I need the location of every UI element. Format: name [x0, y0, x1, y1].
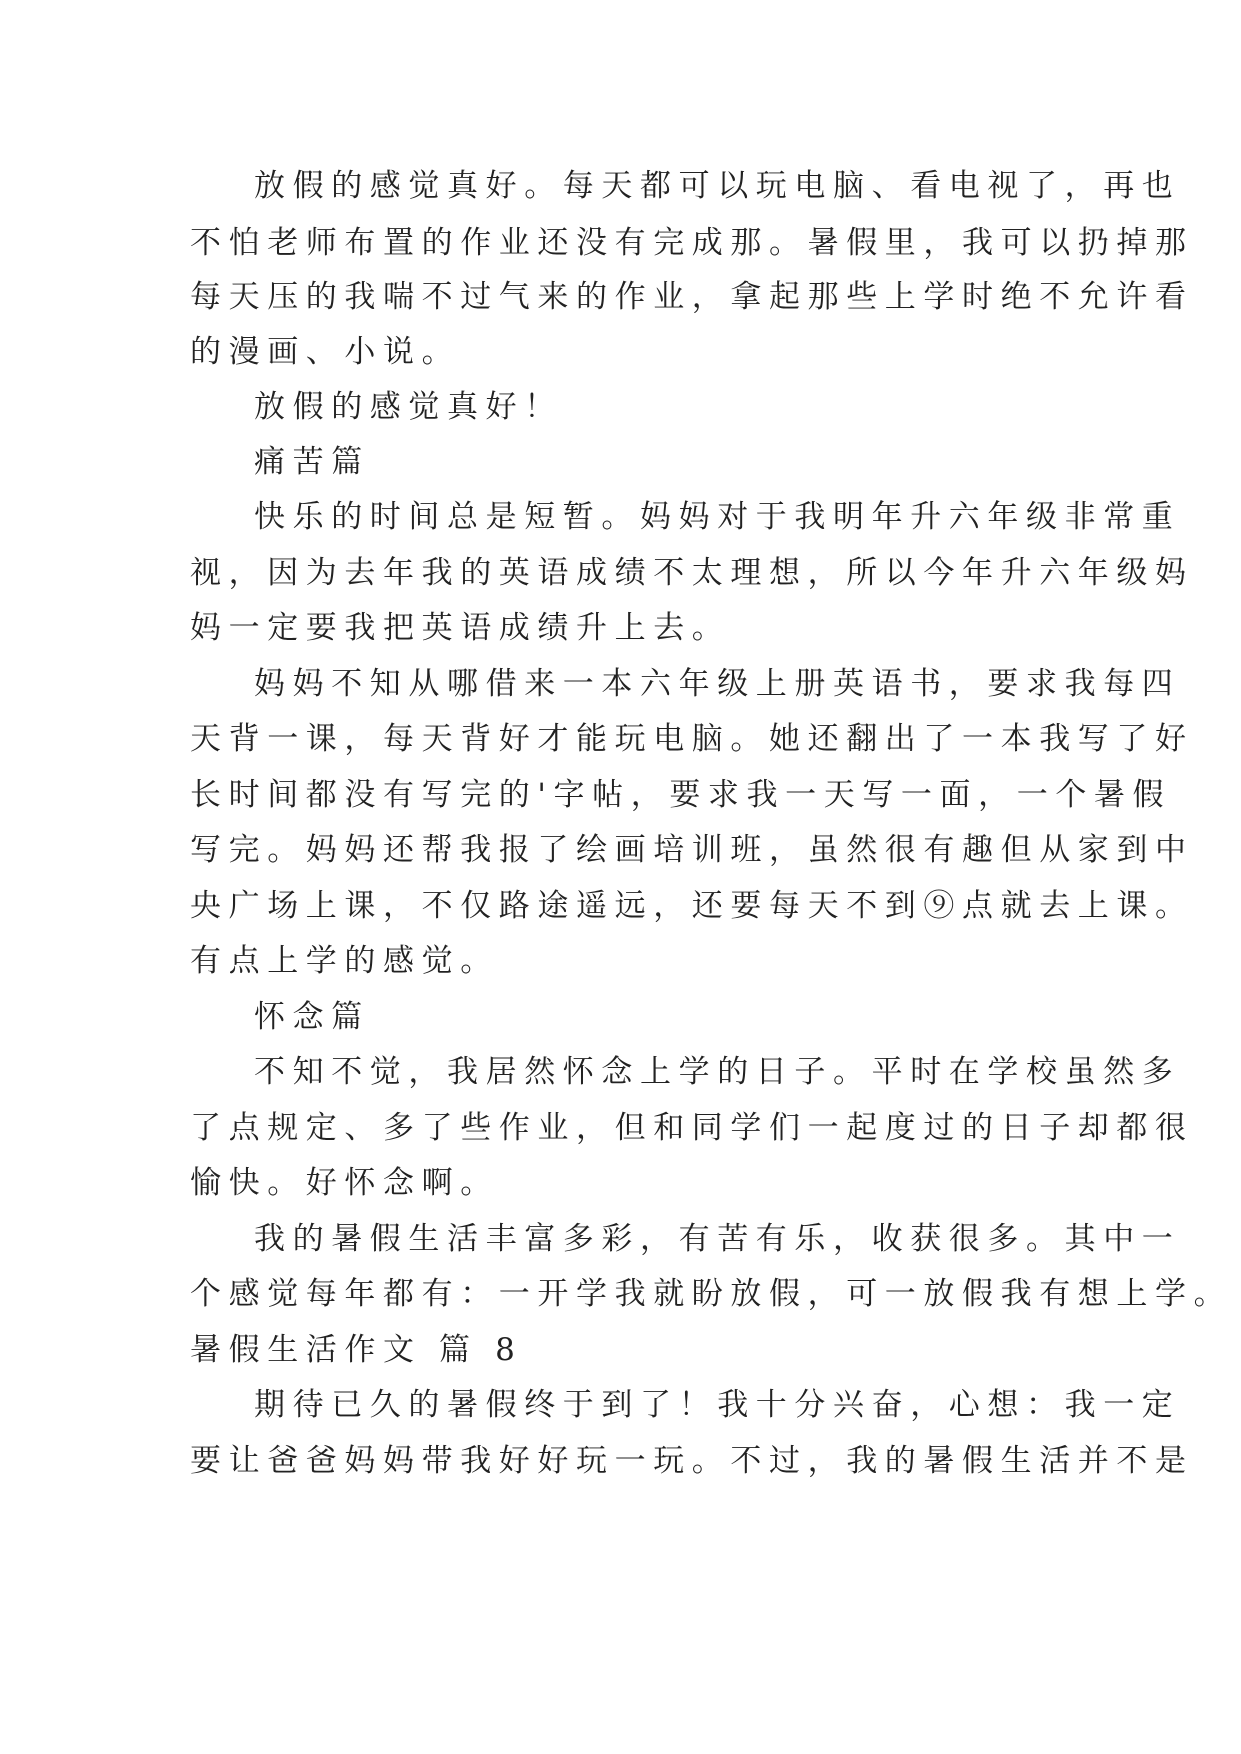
section-heading: 痛苦篇 — [254, 444, 370, 480]
text-line: 不知不觉，我居然怀念上学的日子。平时在学校虽然多 — [254, 1054, 1181, 1090]
text-line: 不怕老师布置的作业还没有完成那。暑假里，我可以扔掉那 — [190, 225, 1194, 261]
text-line: 央广场上课，不仅路途遥远，还要每天不到⑨点就去上课。 — [190, 888, 1194, 924]
text-line: 了点规定、多了些作业，但和同学们一起度过的日子却都很 — [190, 1110, 1194, 1146]
text-line: 要让爸爸妈妈带我好好玩一玩。不过，我的暑假生活并不是 — [190, 1443, 1194, 1479]
text-line: 妈妈不知从哪借来一本六年级上册英语书，要求我每四 — [254, 666, 1181, 702]
text-line: 我的暑假生活丰富多彩，有苦有乐，收获很多。其中一 — [254, 1221, 1181, 1257]
text-line: 有点上学的感觉。 — [190, 943, 499, 979]
text-line: 写完。妈妈还帮我报了绘画培训班，虽然很有趣但从家到中 — [190, 832, 1194, 868]
text-line: 妈一定要我把英语成绩升上去。 — [190, 610, 731, 646]
text-line: 放假的感觉真好！ — [254, 389, 563, 425]
section-heading: 怀念篇 — [254, 999, 370, 1035]
text-line: 放假的感觉真好。每天都可以玩电脑、看电视了，再也 — [254, 168, 1181, 204]
text-line: 个感觉每年都有：一开学我就盼放假，可一放假我有想上学。 — [190, 1276, 1233, 1312]
text-line: 愉快。好怀念啊。 — [190, 1165, 499, 1201]
text-line: 视，因为去年我的英语成绩不太理想，所以今年升六年级妈 — [190, 555, 1194, 591]
text-line: 快乐的时间总是短暂。妈妈对于我明年升六年级非常重 — [254, 499, 1181, 535]
text-line: 天背一课，每天背好才能玩电脑。她还翻出了一本我写了好 — [190, 721, 1194, 757]
text-line: 长时间都没有写完的'字帖，要求我一天写一面，一个暑假 — [190, 777, 1172, 813]
text-line: 每天压的我喘不过气来的作业，拿起那些上学时绝不允许看 — [190, 279, 1194, 315]
section-title: 暑假生活作文 篇 8 — [190, 1332, 523, 1368]
text-line: 期待已久的暑假终于到了！我十分兴奋，心想：我一定 — [254, 1387, 1181, 1423]
text-line: 的漫画、小说。 — [190, 334, 461, 370]
